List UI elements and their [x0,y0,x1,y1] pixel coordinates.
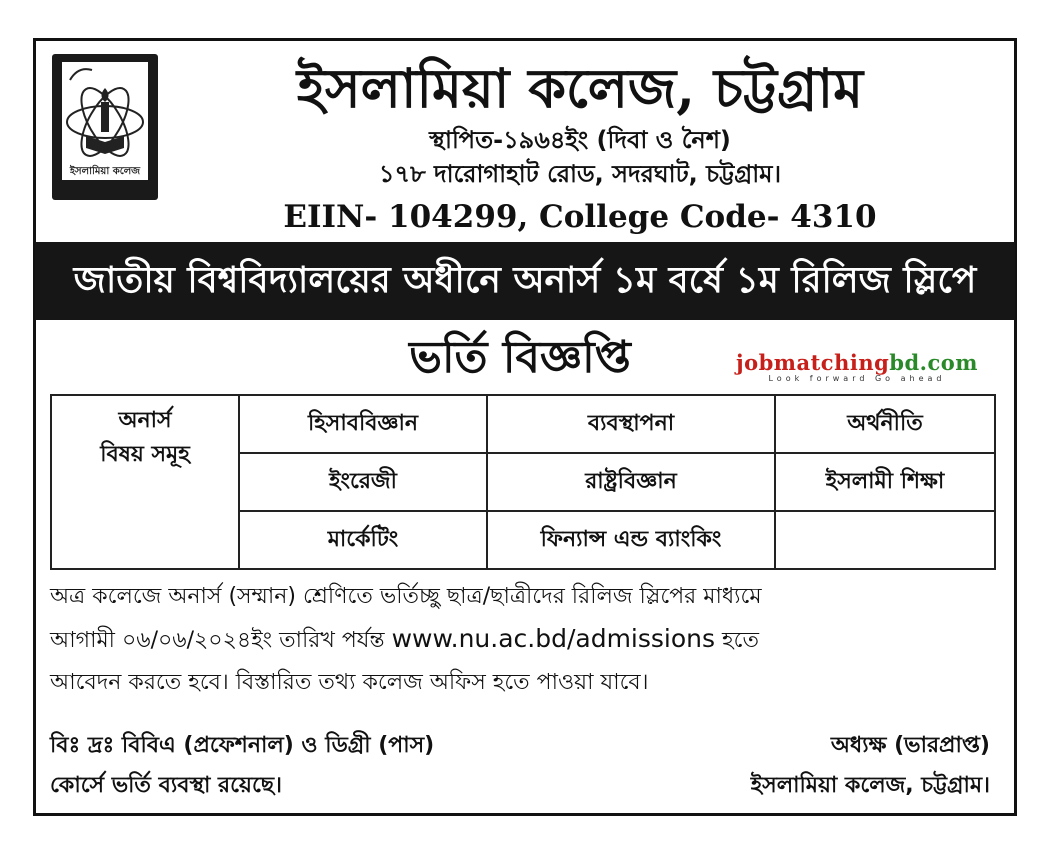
watermark-tagline: Look forward Go ahead [768,374,946,383]
signature-title: অধ্যক্ষ (ভারপ্রাপ্ত) [830,733,990,758]
footnote-line-1: বিঃ দ্রঃ বিবিএ (প্রফেশনাল) ও ডিগ্রী (পাস) [50,733,435,758]
college-title: ইসলামিয়া কলেজ, চট্টগ্রাম [296,56,864,120]
subject-cell-empty [775,511,995,569]
signature-block [600,726,990,806]
body-line-2 [50,618,1000,662]
subject-cell: রাষ্ট্রবিজ্ঞান [487,453,775,511]
address-line: ১৭৮ দারোগাহাট রোড, সদরঘাট, চট্টগ্রাম। [378,160,782,188]
established-line: স্থাপিত-১৯৬৪ইং (দিবা ও নৈশ) [429,126,731,154]
signature-org: ইসলামিয়া কলেজ, চট্টগ্রাম। [750,773,990,798]
notice-body [50,576,1000,704]
subject-cell: হিসাববিজ্ঞান [239,395,487,453]
body-line-2-post: হতে [715,628,759,653]
subject-cell: অর্থনীতি [775,395,995,453]
college-logo [50,52,160,202]
body-line-3: আবেদন করতে হবে। বিস্তারিত তথ্য কলেজ অফিস হতে পাওয়া যাবে। [50,670,649,695]
subject-cell: মার্কেটিং [239,511,487,569]
subjects-table [50,394,996,570]
subject-cell: ইসলামী শিক্ষা [775,453,995,511]
body-line-2-pre: আগামী ০৬/০৬/২০২৪ইং তারিখ পর্যন্ত [50,628,392,653]
body-line-1: অত্র কলেজে অনার্স (সম্মান) শ্রেণিতে ভর্তিচ্ছু ছাত্র/ছাত্রীদের রিলিজ স্লিপের মাধ্যমে [50,584,762,609]
footnote-line-2: কোর্সে ভর্তি ব্যবস্থা রয়েছে। [50,773,282,798]
subjects-header [51,395,239,569]
eiin-line: EIIN- 104299, College Code- 4310 [283,199,877,235]
admission-url: www.nu.ac.bd/admissions [391,624,716,653]
headline-banner: জাতীয় বিশ্ববিদ্যালয়ের অধীনে অনার্স ১ম বর্ষে ১ম রিলিজ স্লিপে [35,242,1015,320]
svg-text:ইসলামিয়া কলেজ: ইসলামিয়া কলেজ [69,166,141,177]
subject-cell: ইংরেজী [239,453,487,511]
watermark-main: jobmatching [735,350,890,375]
watermark [722,352,992,386]
subject-cell: ব্যবস্থাপনা [487,395,775,453]
subject-cell: ফিন্যান্স এন্ড ব্যাংকিং [487,511,775,569]
footnote [50,726,610,806]
watermark-domain: bd.com [889,350,978,375]
subjects-header-line1: অনার্স [118,408,172,433]
subjects-header-line2: বিষয় সমূহ [100,442,190,467]
notice-title: ভর্তি বিজ্ঞপ্তি [409,332,631,383]
